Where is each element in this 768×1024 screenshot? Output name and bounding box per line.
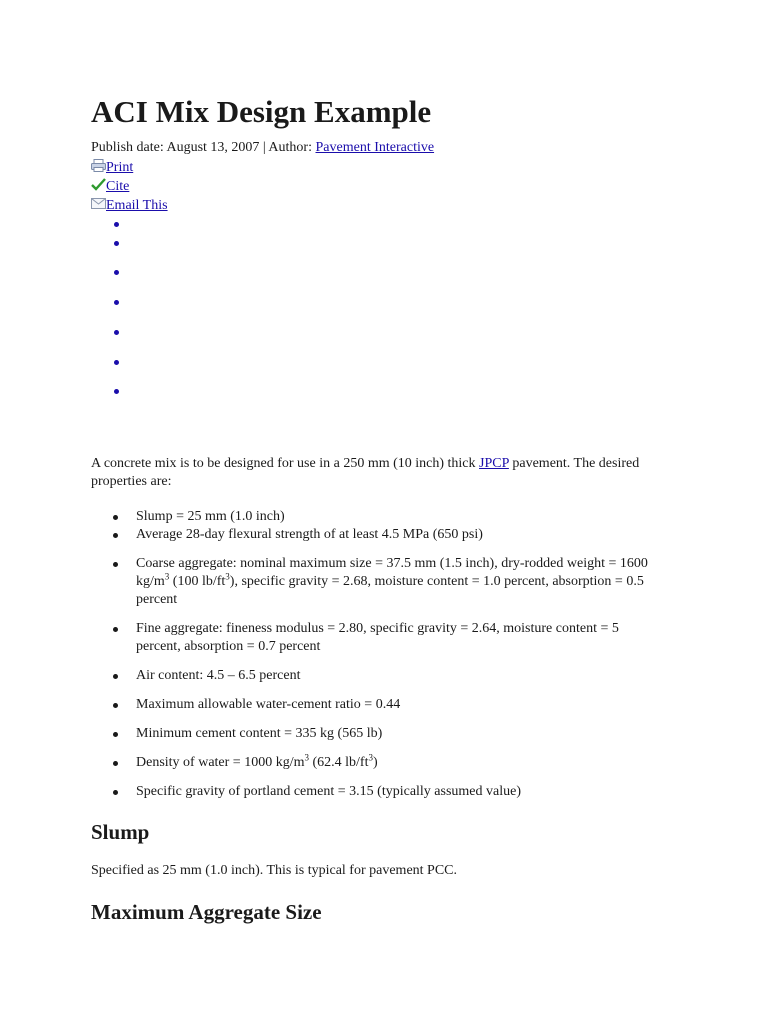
checkmark-icon [91, 178, 106, 191]
list-item [91, 555, 661, 609]
superscript: 3 [225, 571, 230, 582]
jpcp-link[interactable]: JPCP [479, 456, 509, 471]
intro-paragraph [91, 455, 651, 491]
list-item-text: (62.4 lb/ft [308, 755, 369, 770]
share-bullet[interactable] [114, 300, 119, 305]
superscript: 3 [368, 752, 373, 763]
intro-text-end: pavement. The desired properties are: [91, 456, 640, 489]
print-link[interactable]: Print [106, 160, 134, 175]
share-bullet[interactable] [114, 241, 119, 246]
list-item-text: ), specific gravity = 2.68, moisture content = 1.0 percent, absorption = 0.5 percent [136, 574, 644, 607]
cite-link[interactable]: Cite [106, 179, 130, 194]
superscript: 3 [164, 571, 170, 582]
list-item-text: Maximum allowable water-cement ratio = 0.44 [136, 697, 401, 712]
cite-action[interactable] [91, 178, 129, 195]
author-separator: | Author: [259, 140, 316, 155]
section-heading-slump: Slump [91, 820, 150, 844]
printer-icon [91, 159, 106, 172]
list-item [91, 667, 661, 685]
list-item [91, 754, 661, 772]
superscript: 3 [304, 752, 309, 763]
list-item-text: Air content: 4.5 – 6.5 percent [136, 668, 301, 683]
list-item-text: Coarse aggregate: nominal maximum size = 37.5 mm (1.5 inch), dry-rodded weight = 1600 kg/m [136, 556, 648, 589]
publish-meta [91, 140, 434, 156]
share-bullet[interactable] [114, 360, 119, 365]
share-bullet[interactable] [114, 270, 119, 275]
list-item-text: Fine aggregate: fineness modulus = 2.80, specific gravity = 2.64, moisture content = 5 percent, absorption = 0.7 percent [136, 621, 619, 654]
publish-label: Publish date: [91, 140, 167, 155]
share-bullet[interactable] [114, 330, 119, 335]
print-action[interactable] [91, 159, 133, 176]
page-title: ACI Mix Design Example [91, 94, 432, 129]
list-item-text: Specific gravity of portland cement = 3.15 (typically assumed value) [136, 784, 521, 799]
list-item [91, 783, 661, 801]
list-item [91, 620, 661, 656]
intro-text: A concrete mix is to be designed for use in a 250 mm (10 inch) thick [91, 456, 480, 471]
envelope-icon [91, 197, 106, 210]
list-item-text: Density of water = 1000 kg/m [136, 755, 305, 770]
slump-paragraph: Specified as 25 mm (1.0 inch). This is typical for pavement PCC. [91, 863, 458, 878]
list-item [91, 508, 661, 526]
email-action[interactable] [91, 197, 168, 214]
author-link[interactable]: Pavement Interactive [315, 140, 435, 155]
list-item [91, 526, 661, 544]
list-item-text: ) [372, 755, 378, 770]
desired-properties-list [91, 508, 661, 812]
list-item-text: Average 28-day flexural strength of at least 4.5 MPa (650 psi) [136, 527, 483, 542]
list-item [91, 696, 661, 714]
list-item-text: (100 lb/ft [169, 574, 226, 589]
email-link[interactable]: Email This [106, 198, 168, 213]
share-bullet[interactable] [114, 389, 119, 394]
publish-date: August 13, 2007 [166, 140, 260, 155]
section-heading-max-aggregate-size: Maximum Aggregate Size [91, 900, 322, 924]
list-item-text: Minimum cement content = 335 kg (565 lb) [136, 726, 383, 741]
share-bullet[interactable] [114, 222, 119, 227]
list-item [91, 725, 661, 743]
list-item-text: Slump = 25 mm (1.0 inch) [136, 509, 285, 524]
